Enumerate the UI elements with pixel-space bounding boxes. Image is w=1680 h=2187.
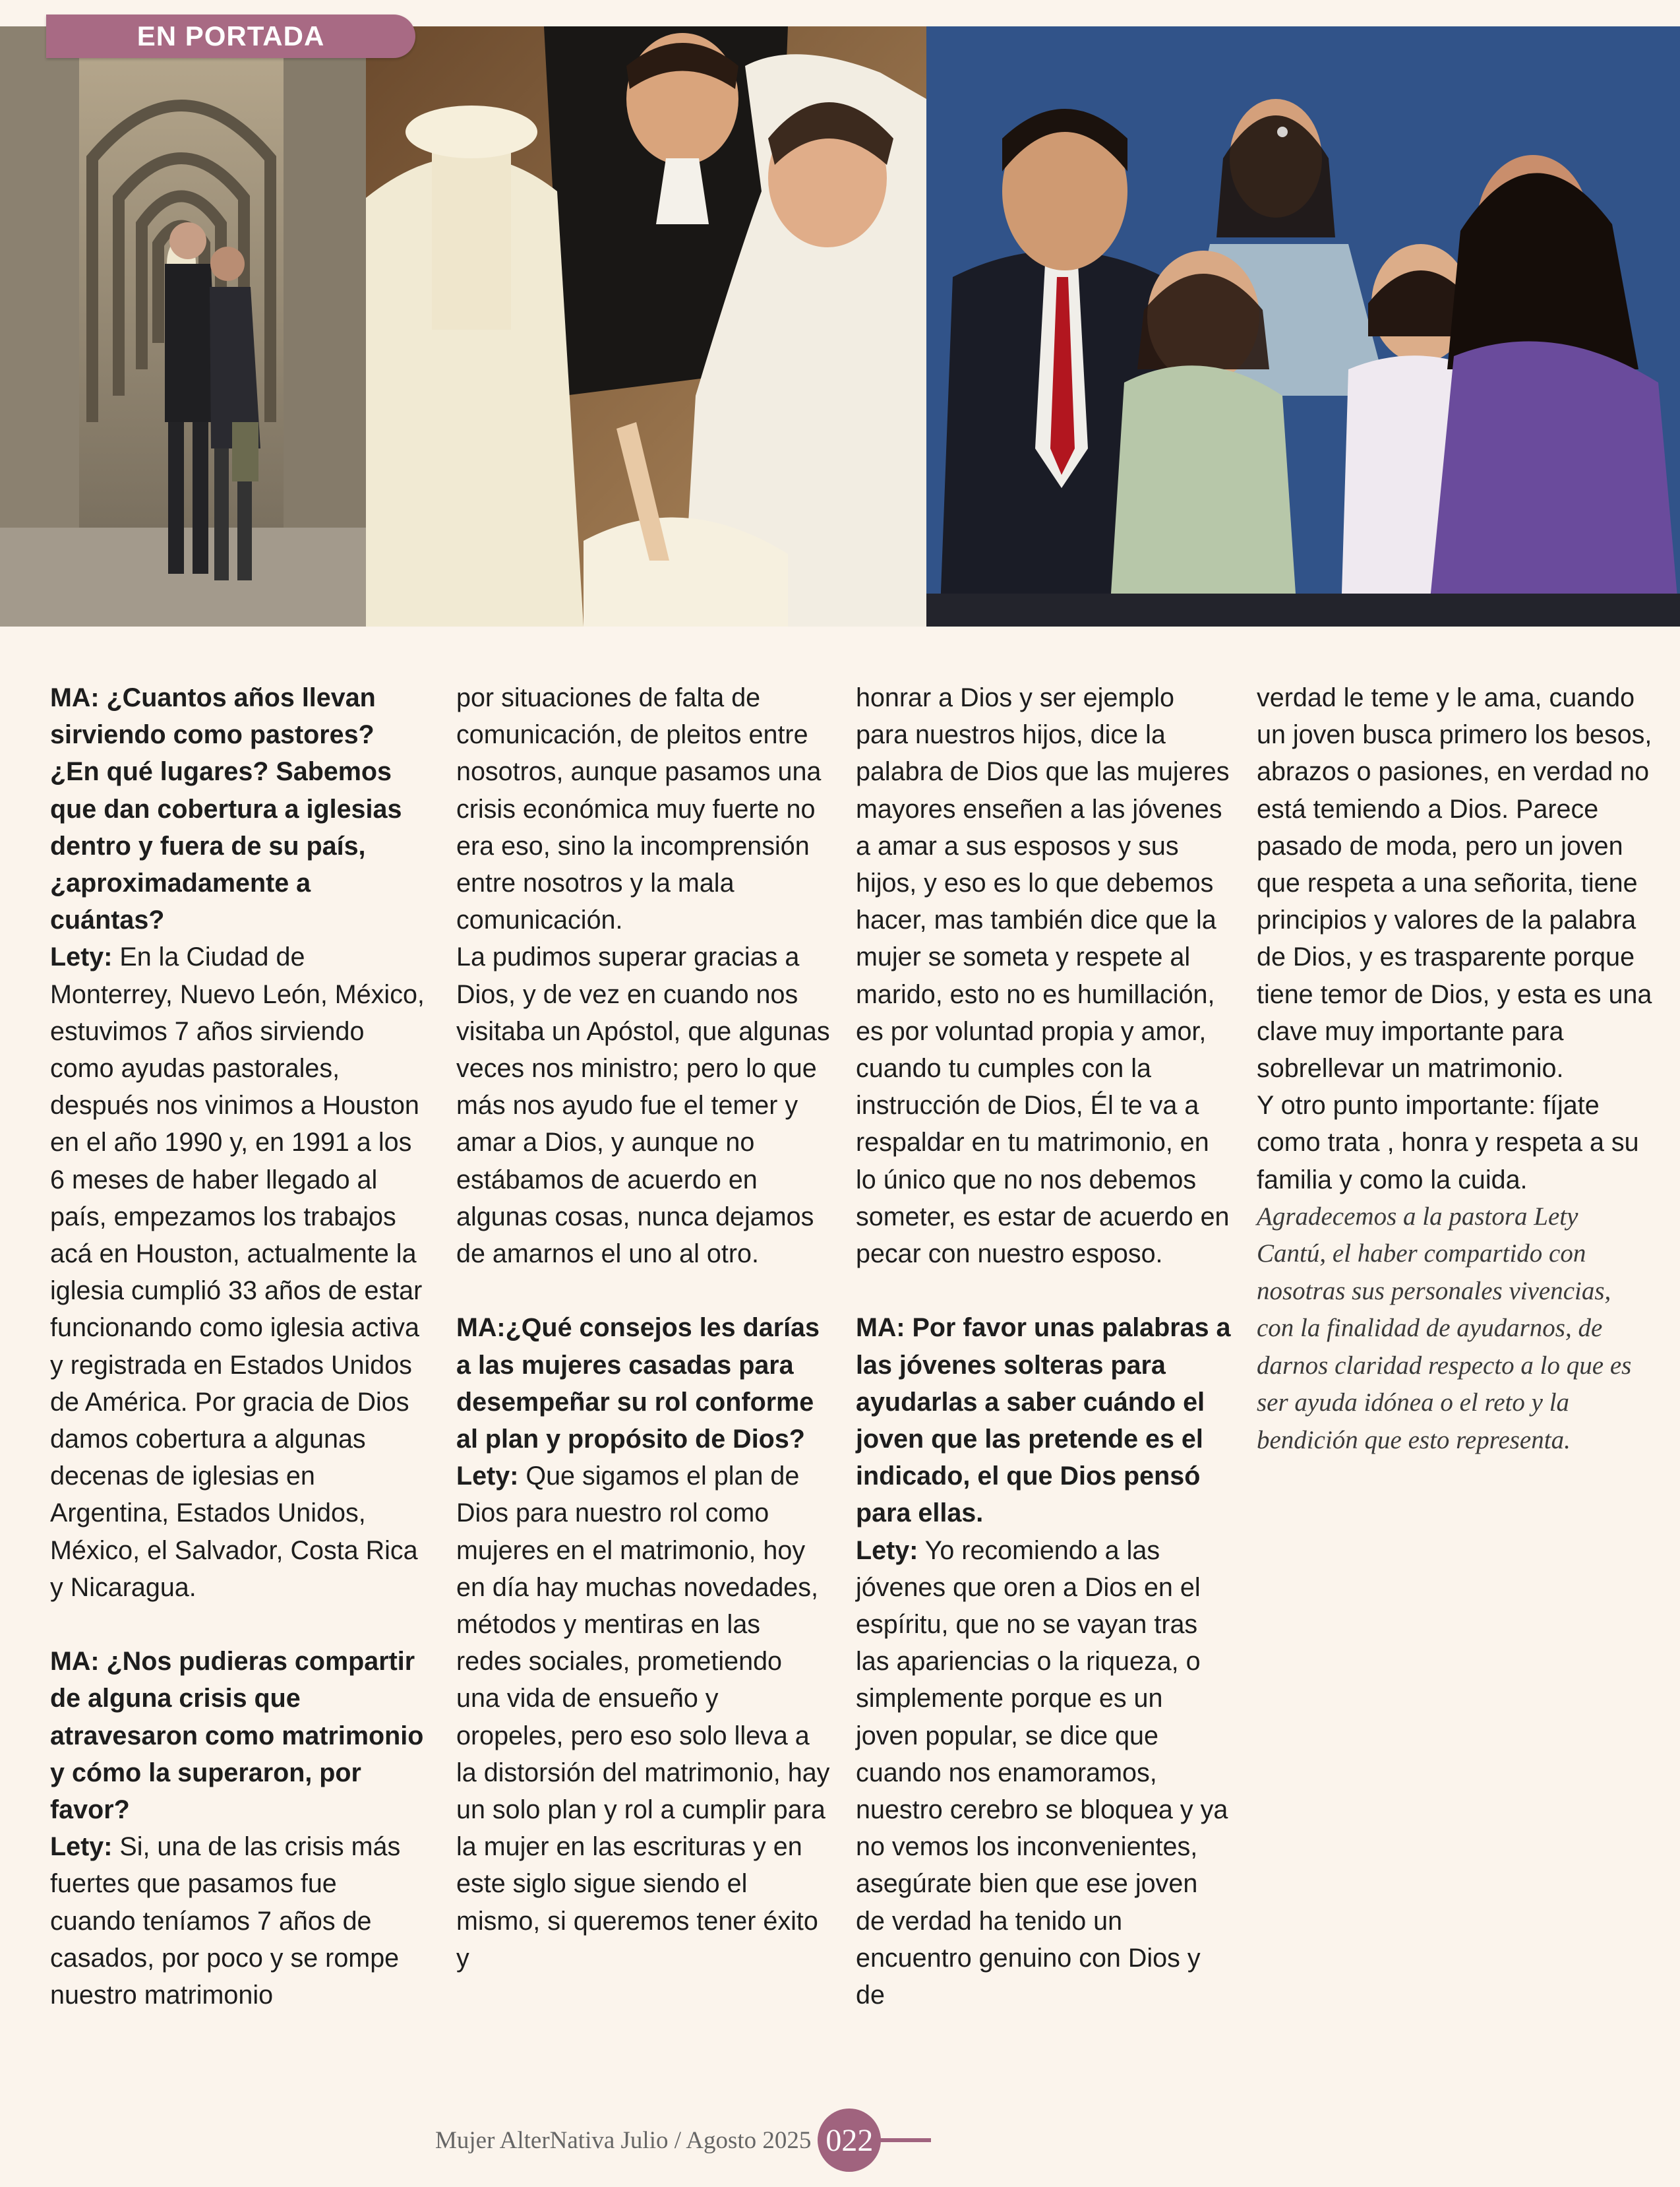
section-label: EN PORTADA [136, 20, 325, 51]
interview-answer [50, 1828, 426, 2014]
interview-question: MA: Por favor unas palabras a las jóvenes solteras para ayudarlas a saber cuándo el joven que las pretende es el indicado, el que Dios pensó para ellas. [856, 1313, 1231, 1528]
answer-paragraph: La pudimos superar gracias a Dios, y de vez en cuando nos visitaba un Apóstol, que algunas veces nos ministro; pero lo que más nos ayudo fue el temer y amar a Dios, y aunque no estábamos de acuerdo en algunas cosas, nunca dejamos de amarnos el uno al otro. [456, 942, 830, 1269]
section-tab [46, 15, 415, 58]
family-portrait-photo [926, 26, 1680, 627]
interview-question: MA: ¿Nos pudieras compartir de alguna crisis que atravesaron como matrimonio y cómo la superaron, por favor? [50, 1647, 424, 1825]
article-column-1 [50, 679, 426, 2014]
answer-paragraph: honrar a Dios y ser ejemplo para nuestros hijos, dice la palabra de Dios que las mujeres mayores enseñen a las jóvenes a amar a sus esposos y sus hijos, y eso es lo que debemos hacer, mas también dice que la mujer se someta y respete al marido, esto no es humillación, es por voluntad propia y amor, cuando tu cumples con la instrucción de Dios, Él te va a respaldar en tu matrimonio, en lo único que no nos debemos someter, es estar de acuerdo en pecar con nuestro esposo. [856, 683, 1230, 1269]
speaker-label: Lety: [50, 942, 113, 972]
answer-text: Yo recomiendo a las jóvenes que oren a Dios en el espíritu, que no se vayan tras las apariencias o la riqueza, o simplemente porque es un joven popular, se dice que cuando nos enamoramos, nuestro cerebro se bloquea y ya no vemos los inconvenientes, asegúrate bien que ese joven de verdad ha tenido un encuentro genuino con Dios y de [856, 1535, 1228, 2010]
interview-answer [50, 939, 426, 1606]
answer-paragraph: verdad le teme y le ama, cuando un joven busca primero los besos, abrazos o pasiones, en verdad no está temiendo a Dios. Parece pasado de moda, pero un joven que respeta a una señorita, tiene principios y valores de la palabra de Dios, y es trasparente porque tiene temor de Dios, y esta es una clave muy importante para sobrellevar un matrimonio. [1257, 683, 1652, 1084]
article-column-4 [1257, 679, 1652, 1459]
couple-in-stone-arches-photo [0, 26, 366, 627]
interview-answer [856, 1532, 1232, 2014]
interview-question: MA: ¿Cuantos años llevan sirviendo como pastores? ¿En qué lugares? Sabemos que dan cobertura a iglesias dentro y fuera de su país, ¿aproximadamente a cuántas? [50, 683, 402, 935]
answer-paragraph: por situaciones de falta de comunicación, de pleitos entre nosotros, aunque pasamos una crisis económica muy fuerte no era eso, sino la incomprensión entre nosotros y la mala comunicación. [456, 683, 822, 935]
photo-strip [0, 26, 1680, 627]
interview-answer [456, 1458, 832, 1977]
acknowledgement-note: Agradecemos a la pastora Lety Cantú, el haber compartido con nosotras sus personales vivencias, con la finalidad de ayudarnos, de darnos claridad respecto a lo que es ser ayuda idónea o el reto y la bendición que esto representa. [1257, 1202, 1632, 1454]
footer-rule [878, 2138, 931, 2142]
answer-text: Si, una de las crisis más fuertes que pasamos fue cuando teníamos 7 años de casados, por poco y se rompe nuestro matrimonio [50, 1832, 401, 2010]
article-column-3 [856, 679, 1232, 2014]
speaker-label: Lety: [856, 1535, 918, 1565]
answer-text: Que sigamos el plan de Dios para nuestro rol como mujeres en el matrimonio, hoy en día hay muchas novedades, métodos y mentiras en las redes sociales, prometiendo una vida de ensueño y oropeles, pero eso solo lleva a la distorsión del matrimonio, hay un solo plan y rol a cumplir para la mujer en las escrituras y en este siglo sigue siendo el mismo, si queremos tener éxito y [456, 1462, 830, 1973]
wedding-cake-cutting-photo [366, 26, 926, 627]
interview-question: MA:¿Qué consejos les darías a las mujeres casadas para desempeñar su rol conforme al plan y propósito de Dios? [456, 1313, 820, 1454]
answer-text: En la Ciudad de Monterrey, Nuevo León, México, estuvimos 7 años sirviendo como ayudas pastorales, después nos vinimos a Houston en el año 1990 y, en 1991 a los 6 meses de haber llegado al país, empezamos los trabajos acá en Houston, actualmente la iglesia cumplió 33 años de estar funcionando como iglesia activa y registrada en Estados Unidos de América. Por gracia de Dios damos cobertura a algunas decenas de iglesias en Argentina, Estados Unidos, México, el Salvador, Costa Rica y Nicaragua. [50, 942, 425, 1602]
answer-paragraph: Y otro punto importante: fíjate como trata , honra y respeta a su familia y como la cuida. [1257, 1091, 1639, 1194]
speaker-label: Lety: [50, 1832, 113, 1862]
publication-name: Mujer AlterNativa Julio / Agosto 2025 [435, 2126, 812, 2154]
speaker-label: Lety: [456, 1462, 519, 1491]
page-footer [435, 2107, 931, 2173]
page-number: 022 [818, 2109, 881, 2172]
article-column-2 [456, 679, 832, 1977]
